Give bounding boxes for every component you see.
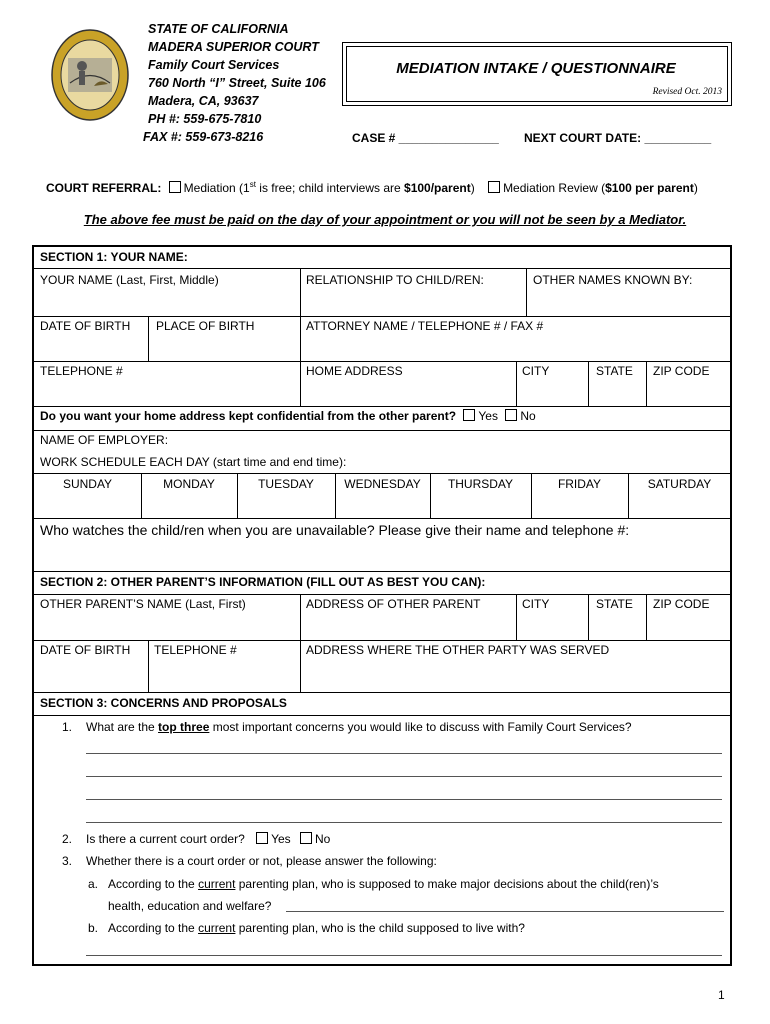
ordinal-suffix: st [249, 180, 256, 189]
mediation-review-text: Mediation Review ( [503, 181, 606, 195]
confidential-address-row [40, 409, 536, 423]
qb-answer-line[interactable] [86, 955, 722, 956]
mediation-option-text: Mediation (1 [183, 181, 250, 195]
mediation-option-note: is free; child interviews are [255, 181, 405, 195]
childcare-question[interactable]: Who watches the child/ren when you are unavailable? Please give their name and telephone #: [40, 522, 630, 538]
rule [588, 361, 589, 406]
header-department: Family Court Services [148, 58, 280, 72]
state-field[interactable]: STATE [596, 364, 633, 378]
mediation-review-fee: $100 per parent [605, 181, 694, 195]
mediation-checkbox[interactable] [169, 181, 181, 193]
qb-text [108, 921, 525, 935]
next-court-date-field[interactable]: NEXT COURT DATE: __________ [524, 131, 712, 145]
rule [34, 361, 731, 362]
yes-label: Yes [478, 409, 498, 423]
paren-close: ) [470, 181, 475, 195]
no-label: No [315, 832, 331, 846]
telephone-field[interactable]: TELEPHONE # [40, 364, 123, 378]
q2-row [86, 832, 330, 846]
q3-text: Whether there is a court order or not, please answer the following: [86, 854, 437, 868]
header-street: 760 North “I” Street, Suite 106 [148, 76, 326, 90]
city-field[interactable]: CITY [522, 364, 550, 378]
your-name-field[interactable]: YOUR NAME (Last, First, Middle) [40, 273, 219, 287]
rule [34, 594, 731, 595]
other-parent-address-field[interactable]: ADDRESS OF OTHER PARENT [306, 597, 481, 611]
rule [646, 594, 647, 640]
home-address-field[interactable]: HOME ADDRESS [306, 364, 403, 378]
header-fax: FAX #: 559-673-8216 [143, 130, 264, 144]
other-parent-city-field[interactable]: CITY [522, 597, 550, 611]
form-title: MEDIATION INTAKE / QUESTIONNAIRE [396, 60, 676, 77]
q1-emphasis: top three [158, 720, 210, 734]
relationship-field[interactable]: RELATIONSHIP TO CHILD/REN: [306, 273, 484, 287]
qa-letter: a. [88, 877, 99, 891]
page-number: 1 [718, 988, 725, 1002]
confidential-yes-checkbox[interactable] [463, 409, 475, 421]
rule [300, 594, 301, 692]
fee-notice: The above fee must be paid on the day of your appointment or you will not be seen by a Mediator. [83, 212, 687, 227]
paren-close: ) [693, 181, 698, 195]
rule [34, 316, 731, 317]
no-label: No [520, 409, 536, 423]
qa-text-2: parenting plan, who is supposed to make major decisions about the child(ren)’s [235, 877, 659, 891]
q3-number: 3. [62, 854, 73, 868]
q1-answer-line-1[interactable] [86, 753, 722, 754]
q1-answer-line-4[interactable] [86, 822, 722, 823]
california-state-seal [50, 28, 130, 123]
day-thursday[interactable]: THURSDAY [447, 477, 514, 491]
rule [516, 594, 517, 640]
rule [34, 518, 731, 519]
other-parent-name-field[interactable]: OTHER PARENT’S NAME (Last, First) [40, 597, 246, 611]
confidential-no-checkbox[interactable] [505, 409, 517, 421]
section3-heading: SECTION 3: CONCERNS AND PROPOSALS [40, 696, 287, 710]
qb-current: current [198, 921, 236, 935]
rule [148, 316, 149, 361]
qa-text-line2: health, education and welfare? [108, 899, 272, 913]
rule [300, 268, 301, 406]
rule [34, 406, 731, 407]
work-schedule-label: WORK SCHEDULE EACH DAY (start time and end time): [40, 455, 347, 469]
q1-text-c: most important concerns you would like to discuss with Family Court Services? [209, 720, 632, 734]
q1-text-a: What are the [86, 720, 159, 734]
confidential-question: Do you want your home address kept confidential from the other parent? [40, 409, 457, 423]
header-city: Madera, CA, 93637 [148, 94, 259, 108]
day-monday[interactable]: MONDAY [163, 477, 215, 491]
header-phone: PH #: 559-675-7810 [148, 112, 262, 126]
rule [34, 692, 731, 693]
zip-field[interactable]: ZIP CODE [653, 364, 710, 378]
header-court: MADERA SUPERIOR COURT [148, 40, 319, 54]
rule [34, 430, 731, 431]
case-number-field[interactable]: CASE # _______________ [352, 131, 499, 145]
rule [516, 361, 517, 406]
qa-current: current [198, 877, 236, 891]
rule [34, 571, 731, 572]
rule [34, 473, 731, 474]
day-sunday[interactable]: SUNDAY [62, 477, 113, 491]
q1-answer-line-3[interactable] [86, 799, 722, 800]
qa-text-1: According to the [108, 877, 199, 891]
q2-number: 2. [62, 832, 73, 846]
other-parent-telephone-field[interactable]: TELEPHONE # [154, 643, 237, 657]
qa-text [108, 877, 659, 891]
other-parent-state-field[interactable]: STATE [596, 597, 633, 611]
rule [646, 361, 647, 406]
qb-text-2: parenting plan, who is the child supposed to live with? [235, 921, 525, 935]
court-order-no-checkbox[interactable] [300, 832, 312, 844]
q1-answer-line-2[interactable] [86, 776, 722, 777]
day-saturday[interactable]: SATURDAY [647, 477, 712, 491]
section2-heading: SECTION 2: OTHER PARENT’S INFORMATION (FILL OUT AS BEST YOU CAN): [40, 575, 486, 589]
other-parent-dob-field[interactable]: DATE OF BIRTH [40, 643, 131, 657]
served-address-field[interactable]: ADDRESS WHERE THE OTHER PARTY WAS SERVED [306, 643, 610, 657]
court-referral-row [46, 180, 698, 195]
other-names-field[interactable]: OTHER NAMES KNOWN BY: [533, 273, 693, 287]
qa-answer-line[interactable] [286, 911, 724, 912]
mediation-review-checkbox[interactable] [488, 181, 500, 193]
q1-number: 1. [62, 720, 73, 734]
qb-letter: b. [88, 921, 99, 935]
day-wednesday[interactable]: WEDNESDAY [344, 477, 421, 491]
section1-heading: SECTION 1: YOUR NAME: [40, 250, 188, 264]
rule [34, 640, 731, 641]
other-parent-zip-field[interactable]: ZIP CODE [653, 597, 710, 611]
dob-field[interactable]: DATE OF BIRTH [40, 319, 131, 333]
header-state: STATE OF CALIFORNIA [148, 22, 289, 36]
place-of-birth-field[interactable]: PLACE OF BIRTH [156, 319, 255, 333]
q1-text [86, 720, 632, 734]
court-order-yes-checkbox[interactable] [256, 832, 268, 844]
yes-label: Yes [271, 832, 291, 846]
rule [526, 268, 527, 316]
revised-date: Revised Oct. 2013 [652, 87, 722, 97]
day-friday[interactable]: FRIDAY [557, 477, 602, 491]
qb-text-1: According to the [108, 921, 199, 935]
rule [148, 640, 149, 692]
rule [588, 594, 589, 640]
q2-text: Is there a current court order? [86, 832, 245, 846]
employer-field[interactable]: NAME OF EMPLOYER: [40, 433, 169, 447]
attorney-field[interactable]: ATTORNEY NAME / TELEPHONE # / FAX # [306, 319, 544, 333]
child-interview-fee: $100/parent [404, 181, 471, 195]
rule [34, 715, 731, 716]
rule [34, 268, 731, 269]
day-tuesday[interactable]: TUESDAY [258, 477, 314, 491]
court-referral-label: COURT REFERRAL: [46, 181, 162, 195]
